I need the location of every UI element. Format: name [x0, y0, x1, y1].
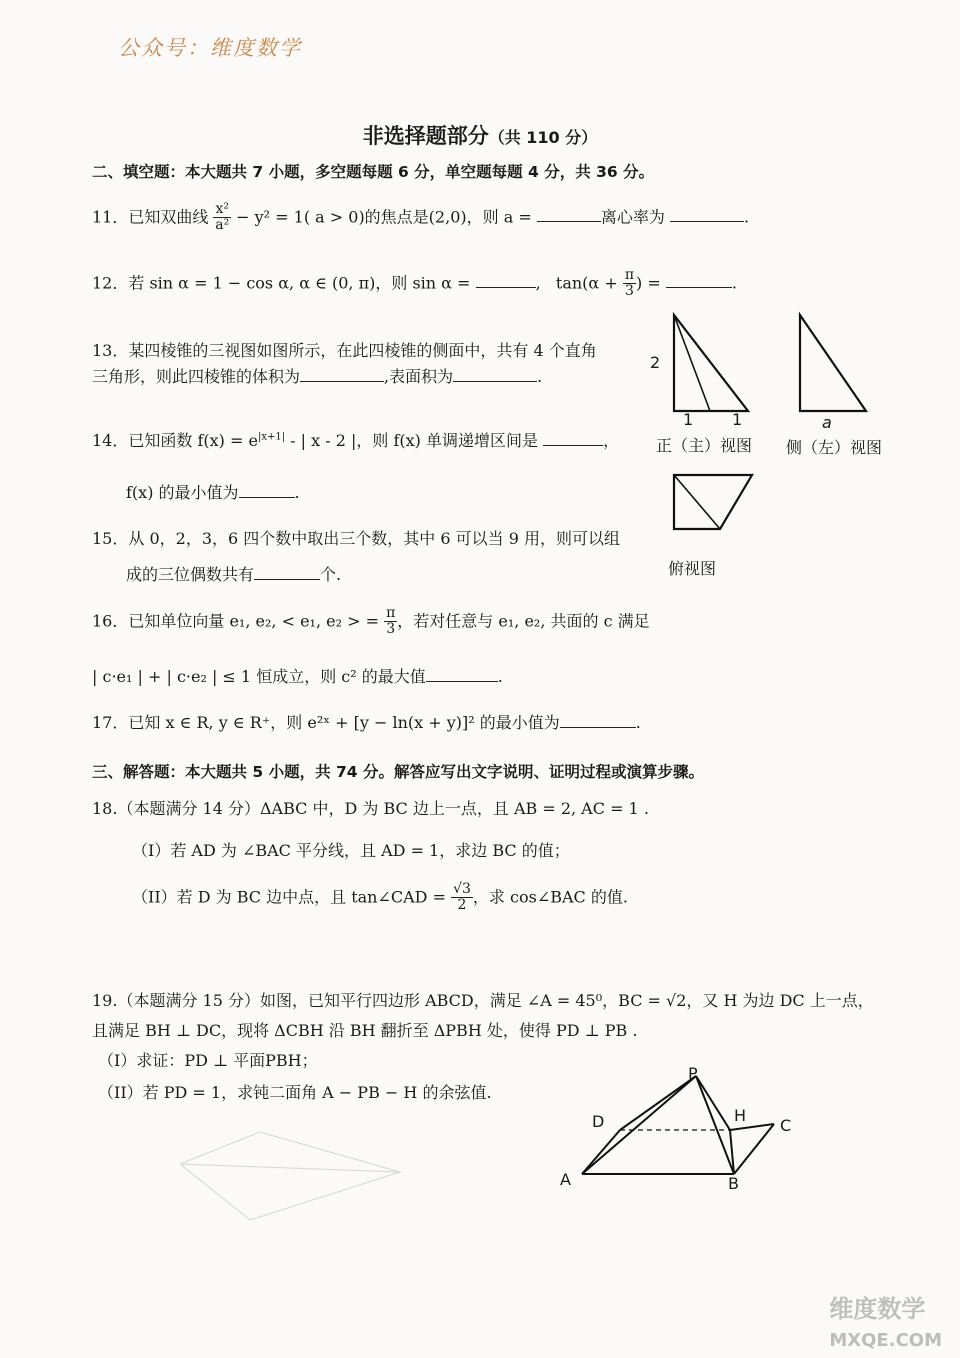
question-15-line1: [92, 526, 620, 549]
q14-prefix: 已知函数 f(x) = e: [128, 431, 258, 450]
frac-den: 3: [386, 621, 396, 638]
parallelogram-figure: [582, 1076, 774, 1174]
frac-num: π: [386, 605, 396, 621]
q12-blank-tan[interactable]: [666, 271, 732, 288]
bleed-through-sketch: [160, 1120, 420, 1240]
q15-number: 15．: [92, 529, 129, 548]
q16-text-2: | c·e₁ | + | c·e₂ | ≤ 1 恒成立，则 c² 的最大值: [92, 667, 426, 686]
question-19-head2: 且满足 BH ⊥ DC，现将 ΔCBH 沿 BH 翻折至 ΔPBH 处，使得 PD ⊥ PB .: [92, 1021, 638, 1040]
title-score: （共 110 分）: [488, 128, 598, 147]
q14-text-2: f(x) 的最小值为: [126, 483, 239, 502]
side-view-label-a: a: [822, 413, 832, 432]
q12-prefix: 若 sin α = 1 − cos α, α ∈ (0, π)，则 sin α =: [128, 273, 471, 293]
q11-fraction: [213, 202, 231, 234]
q11-y2: − y²: [236, 207, 271, 227]
q14-number: 14．: [92, 431, 129, 450]
title-text: 非选择题部分: [362, 124, 489, 148]
front-view-drawing: [674, 315, 748, 411]
question-14-line1: 14．已知函数 $f(x) = e^{|x+1|}$ - | x - 2 |，则 f(x) 单调递增区间是 ，: [92, 431, 620, 450]
q13-blank-area[interactable]: [453, 365, 537, 382]
watermark-text: 公众号：维度数学: [118, 36, 302, 60]
point-A: A: [560, 1170, 571, 1189]
frac-num: √3: [453, 881, 471, 897]
q14-blank-min[interactable]: [239, 481, 295, 498]
q12-number: 12．: [92, 273, 129, 293]
q13-text-2a: 三角形，则此四棱锥的体积为: [92, 367, 301, 386]
q11-prefix: 已知双曲线: [128, 207, 209, 227]
question-18-head: 18.（本题满分 14 分）ΔABC 中，D 为 BC 边上一点，且 AB = 2, AC = 1 .: [92, 799, 649, 818]
q18-text-2a: （II）若 D 为 BC 边中点，且 tan∠CAD =: [132, 887, 446, 907]
page-title: [0, 120, 960, 150]
side-view-caption: 侧（左）视图: [786, 438, 883, 457]
fold-figure: [560, 1060, 800, 1220]
corner-site-text: MXQE.COM: [829, 1330, 942, 1351]
q14-mid: - | x - 2 |，则 f(x) 单调递增区间是: [285, 431, 538, 450]
corner-watermark: [829, 1289, 942, 1352]
section-3-heading: 三、解答题：本大题共 5 小题，共 74 分。解答应写出文字说明、证明过程或演算步骤。: [92, 763, 704, 781]
point-P: P: [688, 1064, 698, 1083]
question-13-line1: [92, 338, 597, 361]
q15-text-2: 成的三位偶数共有: [126, 565, 255, 584]
q16-text-1b: ，若对任意与 e₁, e₂, 共面的 c 满足: [397, 611, 650, 631]
q11-number: 11．: [92, 207, 129, 227]
q12-blank-sin[interactable]: [476, 271, 536, 288]
q13-blank-volume[interactable]: [300, 365, 384, 382]
question-18-part1: （I）若 AD 为 ∠BAC 平分线，且 AD = 1，求边 BC 的值；: [132, 841, 570, 860]
q18-text-2b: ，求 cos∠BAC 的值.: [472, 887, 628, 907]
q13-text-1: 某四棱锥的三视图如图所示，在此四棱锥的侧面中，共有 4 个直角: [128, 341, 597, 360]
frac-num: x²: [215, 201, 229, 217]
question-19-part2: （II）若 PD = 1，求钝二面角 A − PB − H 的余弦值.: [98, 1083, 492, 1102]
question-18-part2: [132, 882, 628, 914]
q14-blank-interval[interactable]: [543, 429, 603, 446]
q12-fraction: [623, 268, 636, 300]
q16-blank[interactable]: [426, 665, 498, 682]
q16-number: 16．: [92, 611, 129, 631]
section-2-heading: 二、填空题：本大题共 7 小题，多空题每题 6 分，单空题每题 4 分，共 36 分。: [92, 163, 655, 181]
question-14-line2: f(x) 的最小值为 .: [126, 483, 300, 502]
q11-blank-e[interactable]: [670, 205, 744, 222]
top-view-caption: 俯视图: [668, 559, 717, 578]
question-11: 11．已知双曲线 $\frac{\text{x²}}{\text{a²}}$ − y² = 1( a > 0)的焦点是(2,0)，则 a = 离心率为 .: [92, 201, 750, 234]
q17-text: 已知 x ∈ R, y ∈ R⁺，则 e²ˣ + [y − ln(x + y)]² 的最小值为: [128, 713, 560, 732]
point-B: B: [728, 1174, 739, 1193]
q16-fraction: [384, 606, 397, 638]
front-view-label-1b: 1: [732, 410, 743, 429]
question-16-line2: | c·e₁ | + | c·e₂ | ≤ 1 恒成立，则 c² 的最大值 .: [92, 667, 503, 686]
q17-blank[interactable]: [560, 711, 636, 728]
q13-number: 13．: [92, 341, 129, 360]
q18-fraction: [451, 882, 473, 914]
q17-number: 17．: [92, 713, 129, 732]
question-17: 17．已知 x ∈ R, y ∈ R⁺，则 e²ˣ + [y − ln(x + y)]² 的最小值为 .: [92, 713, 641, 732]
question-12: 12．若 sin α = 1 − cos α, α ∈ (0, π)，则 sin α = , tan(α + $\frac{\pi}{3}$ ) = .: [92, 267, 737, 300]
top-view-drawing: [674, 475, 752, 529]
question-13-line2: 三角形，则此四棱锥的体积为 ,表面积为 .: [92, 367, 543, 386]
q14-exponent: |x+1|: [257, 431, 286, 443]
frac-num: π: [624, 267, 635, 283]
q15-text-2b: 个.: [320, 565, 342, 584]
q15-blank[interactable]: [254, 563, 320, 580]
point-D: D: [592, 1112, 605, 1131]
q11-blank-a[interactable]: [537, 205, 601, 222]
corner-watermark-text: 维度数学: [829, 1295, 926, 1323]
front-view-label-1a: 1: [683, 410, 694, 429]
question-19-head1: 19.（本题满分 15 分）如图，已知平行四边形 ABCD，满足 ∠A = 45⁰，BC = √2，又 H 为边 DC 上一点，: [92, 991, 874, 1010]
frac-den: 3: [624, 283, 634, 300]
q15-text-1: 从 0，2，3，6 四个数中取出三个数，其中 6 可以当 9 用，则可以组: [128, 529, 620, 548]
front-view-label-2: 2: [650, 353, 661, 372]
q11-equation: = 1( a > 0)的焦点是(2,0)，则 a =: [275, 207, 532, 227]
front-view-caption: 正（主）视图: [656, 436, 753, 455]
q12-post: ) =: [636, 273, 661, 293]
point-H: H: [734, 1106, 747, 1125]
frac-den: 2: [457, 897, 467, 914]
q16-text-1a: 已知单位向量 e₁, e₂, < e₁, e₂ > =: [128, 611, 379, 631]
question-16-line1: [92, 606, 650, 638]
question-15-line2: [126, 562, 341, 585]
q11-mid: 离心率为: [600, 207, 665, 227]
side-view-drawing: [800, 315, 866, 411]
q13-text-2b: ,表面积为: [384, 367, 454, 386]
q12-tan: tan(α +: [555, 273, 618, 293]
question-19-part1: （I）求证：PD ⊥ 平面PBH；: [98, 1051, 318, 1070]
frac-den: a²: [215, 217, 230, 234]
point-C: C: [780, 1116, 792, 1135]
